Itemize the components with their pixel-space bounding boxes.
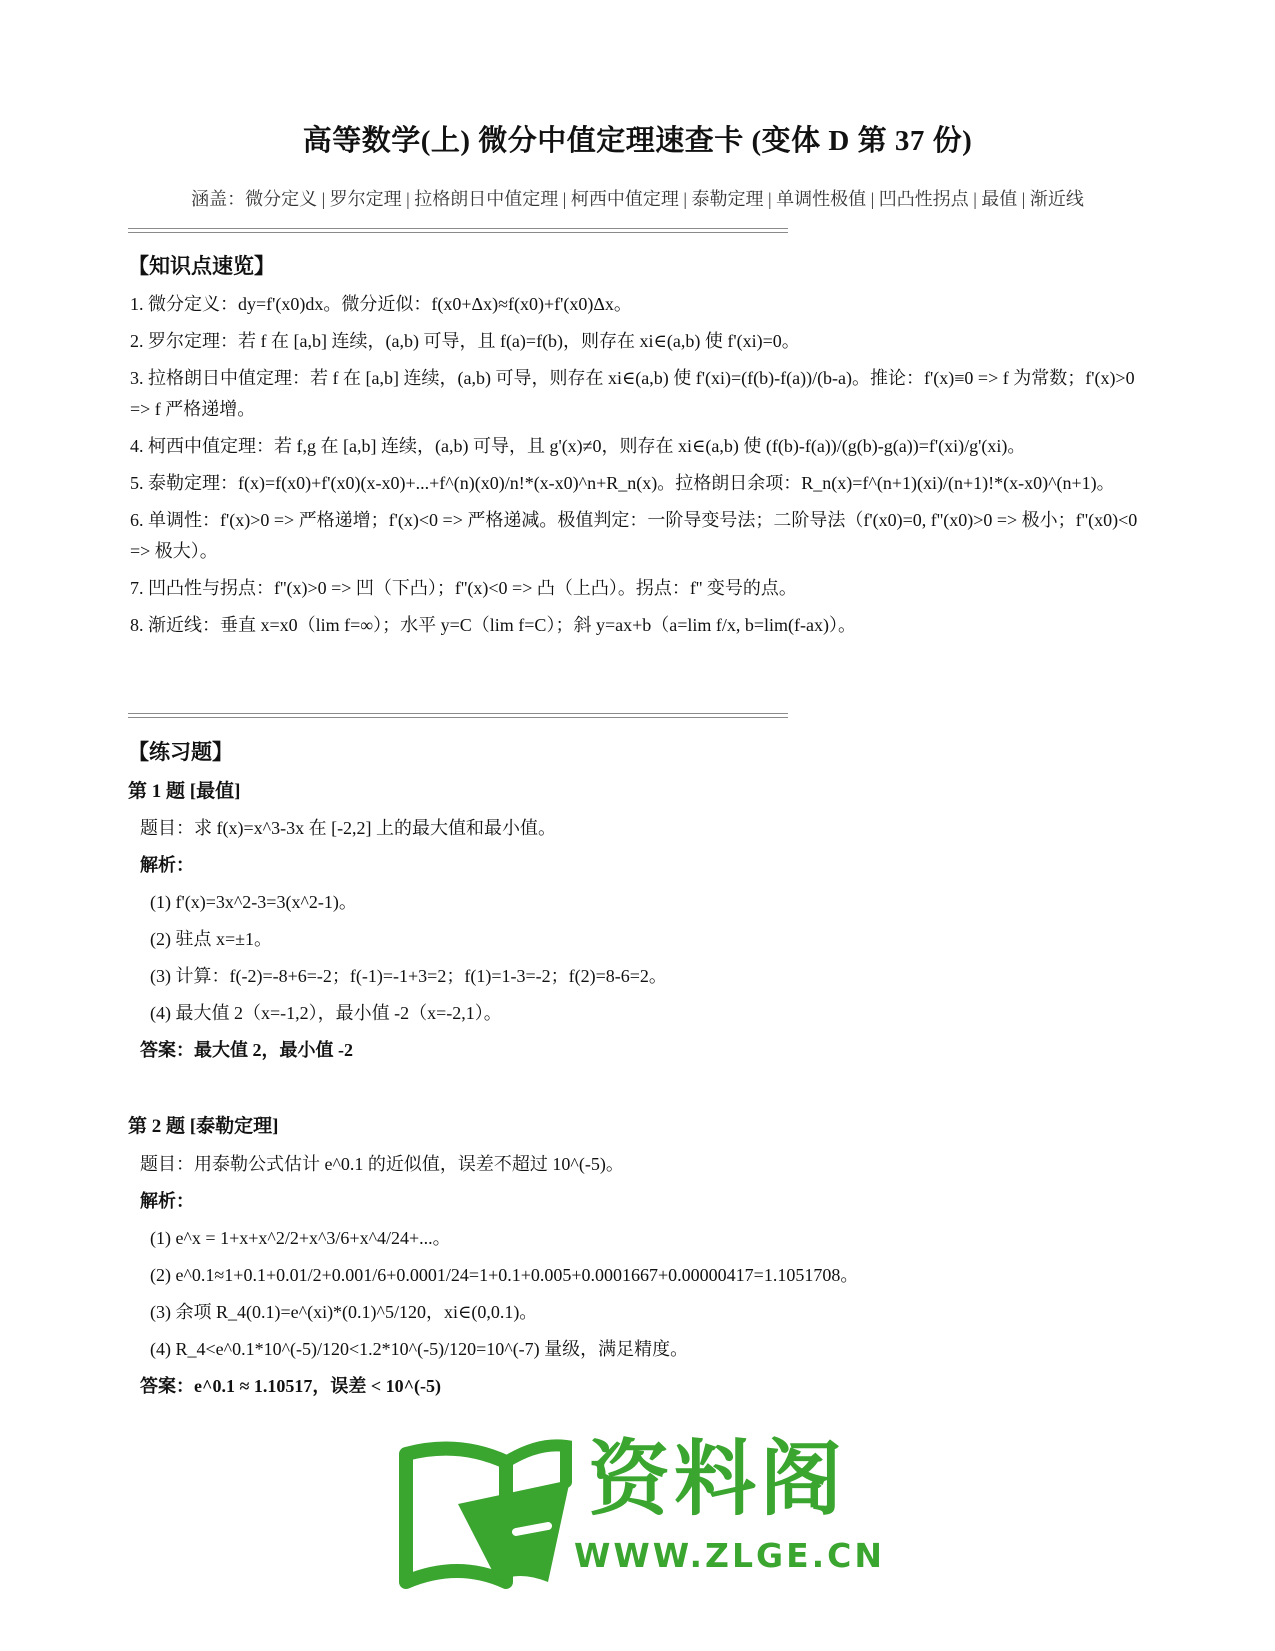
knowledge-list	[130, 289, 1145, 641]
knowledge-heading: 【知识点速览】	[128, 254, 275, 278]
watermark-name: 资料阁	[588, 1432, 847, 1527]
knowledge-item-1: 1. 微分定义：dy=f'(x0)dx。微分近似：f(x0+Δx)≈f(x0)+f'(x0)Δx。	[130, 294, 632, 314]
knowledge-item-7: 7. 凹凸性与拐点：f''(x)>0 => 凹（下凸）；f''(x)<0 => 凸（上凸）。拐点：f'' 变号的点。	[130, 578, 797, 598]
question-2-analysis-label: 解析：	[140, 1191, 194, 1211]
knowledge-item-6: 6. 单调性：f'(x)>0 => 严格递增；f'(x)<0 => 严格递减。极值判定：一阶导变号法；二阶导法（f'(x0)=0, f''(x0)>0 => 极小；f''(x0)<0 => 极大）。	[130, 510, 1138, 561]
question-2-step-3: (3) 余项 R_4(0.1)=e^(xi)*(0.1)^5/120，xi∈(0,0.1)。	[150, 1302, 538, 1322]
question-1-block	[130, 813, 1145, 1066]
question-1-step-3: (3) 计算：f(-2)=-8+6=-2；f(-1)=-1+3=2；f(1)=1-3=-2；f(2)=8-6=2。	[150, 966, 667, 986]
divider-middle	[128, 713, 788, 714]
knowledge-item-8: 8. 渐近线：垂直 x=x0（lim f=∞）；水平 y=C（lim f=C）；斜 y=ax+b（a=lim f/x, b=lim(f-ax)）。	[130, 615, 856, 635]
question-2-text: 题目：用泰勒公式估计 e^0.1 的近似值，误差不超过 10^(-5)。	[140, 1154, 624, 1174]
question-1-answer: 答案：最大值 2，最小值 -2	[140, 1040, 353, 1060]
question-1-analysis-label: 解析：	[140, 855, 194, 875]
practice-heading: 【练习题】	[128, 740, 233, 764]
question-2-title: 第 2 题 [泰勒定理]	[128, 1116, 279, 1137]
question-2-step-1: (1) e^x = 1+x+x^2/2+x^3/6+x^4/24+...。	[150, 1228, 451, 1248]
knowledge-item-2: 2. 罗尔定理：若 f 在 [a,b] 连续，(a,b) 可导，且 f(a)=f(b)，则存在 xi∈(a,b) 使 f'(xi)=0。	[130, 331, 800, 351]
question-2-step-4: (4) R_4<e^0.1*10^(-5)/120<1.2*10^(-5)/120=10^(-7) 量级，满足精度。	[150, 1339, 689, 1359]
page-subtitle: 涵盖：微分定义 | 罗尔定理 | 拉格朗日中值定理 | 柯西中值定理 | 泰勒定理 | 单调性极值 | 凹凸性拐点 | 最值 | 渐近线	[191, 189, 1084, 209]
question-1-text: 题目：求 f(x)=x^3-3x 在 [-2,2] 上的最大值和最小值。	[140, 818, 557, 838]
question-1-step-2: (2) 驻点 x=±1。	[150, 929, 273, 949]
question-1-step-1: (1) f'(x)=3x^2-3=3(x^2-1)。	[150, 892, 357, 912]
page-title: 高等数学(上) 微分中值定理速查卡 (变体 D 第 37 份)	[302, 125, 973, 157]
question-2-block	[130, 1149, 1145, 1402]
knowledge-item-4: 4. 柯西中值定理：若 f,g 在 [a,b] 连续，(a,b) 可导，且 g'(x)≠0，则存在 xi∈(a,b) 使 (f(b)-f(a))/(g(b)-g(a))=f'(xi)/g'(xi)。	[130, 436, 1026, 456]
question-2-answer: 答案：e^0.1 ≈ 1.10517，误差 < 10^(-5)	[140, 1376, 442, 1396]
knowledge-item-3: 3. 拉格朗日中值定理：若 f 在 [a,b] 连续，(a,b) 可导，则存在 xi∈(a,b) 使 f'(xi)=(f(b)-f(a))/(b-a)。推论：f'(x)≡0 => f 为常数；f'(x)>0 => f 严格递增。	[130, 368, 1135, 419]
question-1-title: 第 1 题 [最值]	[128, 781, 241, 802]
knowledge-item-5: 5. 泰勒定理：f(x)=f(x0)+f'(x0)(x-x0)+...+f^(n)(x0)/n!*(x-x0)^n+R_n(x)。拉格朗日余项：R_n(x)=f^(n+1)(xi)/(n+1)!*(x-x0)^(n+1)。	[130, 473, 1115, 493]
question-2-step-2: (2) e^0.1≈1+0.1+0.01/2+0.001/6+0.0001/24=1+0.1+0.005+0.0001667+0.00000417=1.1051708。	[150, 1265, 859, 1285]
watermark-url: WWW.ZLGE.CN	[574, 1536, 886, 1575]
watermark-logo	[398, 1432, 886, 1602]
divider-top	[128, 228, 788, 229]
question-1-step-4: (4) 最大值 2（x=-1,2），最小值 -2（x=-2,1）。	[150, 1003, 502, 1023]
